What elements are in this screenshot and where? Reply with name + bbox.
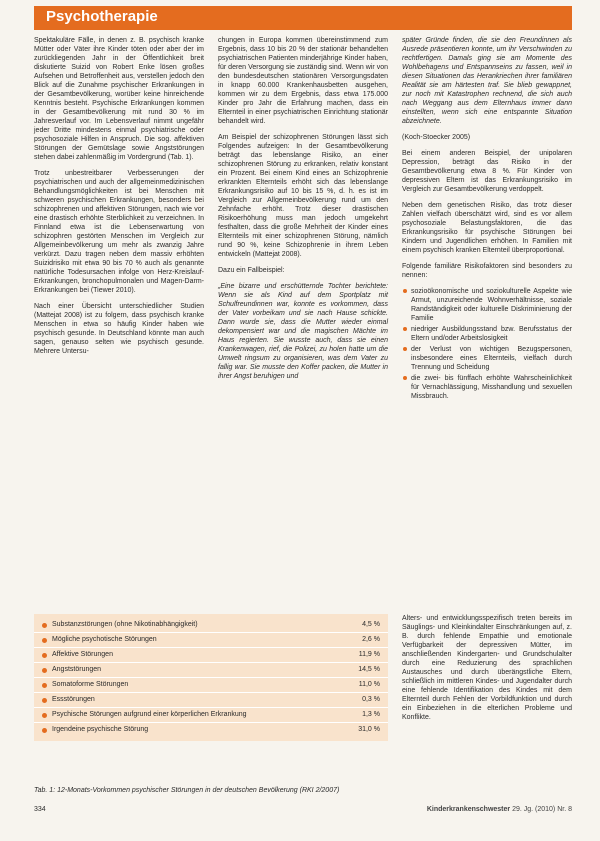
list-item: die zwei- bis fünffach erhöhte Wahrscheinlichkeit für Vernachlässigung, Misshandlung und sexuellen Missbrauch. [402, 374, 572, 401]
table-row [34, 633, 388, 648]
paragraph: Nach einer Übersicht unterschiedlicher Studien (Mattejat 2008) ist zu folgern, dass psychisch kranke Menschen in etwa so häufig Kinder haben wie psychisch gesunde. In Deutschland könnte man auch sagen, genauso selten wie psychisch gesunde. Mehrere Untersu- [34, 303, 204, 355]
table-row-label: Mögliche psychotische Störungen [52, 636, 157, 643]
table-row-label: Psychische Störungen aufgrund einer körperlichen Erkrankung [52, 711, 247, 718]
section-title: Psychotherapie [46, 8, 158, 25]
quote-source: (Koch-Stoecker 2005) [402, 134, 471, 141]
paragraph: Am Beispiel der schizophrenen Störungen lässt sich Folgendes aufzeigen: In der Gesamtbevölkerung beträgt das lebenslange Risiko, an einer schizophrenen Störung zu erkranken, relativ konstant ein Prozent. Bei einem Kind eines an Schizophrenie erkrankten Elternteils erhöht sich das lebenslange Erkrankungsrisiko auf 10 bis 15 %, d. h. es ist im Vergleich zur Allgemeinbevölkerung rund um den Zehnfache erhöht. Trotz dieser drastischen Risikoerhöhung muss man jedoch umgekehrt festhalten, dass die große Mehrheit der Kinder eines Elternteils mit einer schizophrenen Störung, nämlich rund 90 %, keine Schizophrenie in ihrem Leben entwickeln (Mattejat 2008). [218, 134, 388, 258]
list-item: niedriger Ausbildungsstand bzw. Berufsstatus der Eltern und/oder Arbeitslosigkeit [402, 325, 572, 343]
table-row-label: Essstörungen [52, 696, 95, 703]
list-item: der Verlust von wichtigen Bezugspersonen, insbesondere eines Elternteils, vielfach durch Trennung und Scheidung [402, 345, 572, 372]
bullet-icon [42, 623, 47, 628]
section-header-bar [34, 6, 572, 30]
publication-info [427, 806, 572, 813]
bullet-icon [42, 653, 47, 658]
list-item: sozioökonomische und soziokulturelle Aspekte wie Armut, unzureichende Wohnverhältnisse, soziale Randständigkeit oder kulturelle Diskriminierung der Familie [402, 287, 572, 323]
paragraph: Trotz unbestreitbarer Verbesserungen der psychiatrischen und auch der allgemeinmedizinischen Behandlungsmöglichkeiten ist bei Menschen mit schweren psychischen Erkrankungen, besonders bei schizophrenen und affektiven Störungen, nach wie vor eine drastisch erhöhte Sterblichkeit zu verzeichnen. In Finnland etwa ist die Lebenserwartung von schizophren gestörten Menschen im Vergleich zur Allgemeinbevölkerung um mehr als zwanzig Jahre verkürzt. Dazu tragen neben dem massiv erhöhten Suizidrisiko mit etwa 90 bis 70 % auch als genannte natürliche Todesursachen infolge von Herz-Kreislauf-Erkrankungen, bronchopulmonalen und Magen-Darm-Erkrankungen bei (Tiewer 2010). [34, 170, 204, 294]
column-1 [34, 36, 204, 363]
paragraph: Neben dem genetischen Risiko, das trotz dieser Zahlen vielfach überschätzt wird, sind es vor allem psychosoziale Belastungsfaktoren, die das Erkrankungsrisiko für psychische Störungen bei Kindern und Jugendlichen erhöhen. In Familien mit einem psychisch kranken Elternteil überproportional. [402, 202, 572, 254]
publication-issue: 29. Jg. (2010) Nr. 8 [510, 806, 572, 813]
paragraph: Bei einem anderen Beispiel, der unipolaren Depression, beträgt das Risiko in der Gesamtbevölkerung etwa 8 %. Für Kinder von depressiven Eltern ist das Erkrankungsrisiko im Vergleich zur Gesamtbevölkerung verdoppelt. [402, 150, 572, 193]
table-row-value: 2,6 % [362, 636, 380, 643]
table-row [34, 663, 388, 678]
publication-name: Kinderkrankenschwester [426, 806, 511, 813]
case-quote: „Eine bizarre und erschütternde Tochter berichtete: Wenn sie als Kind auf dem Sportplatz mit Schulfreundinnen war, konnte es vorkommen, dass der Vater vorbeikam und sie nach Hause schickte. Dann wurde sie, dass die Mutter wieder einmal dekompensiert war und die magischen Mächte im Haus regierten. Sie wusste auch, dass sie einen Krankenwagen, rief, die Polizei, zu holen hatte um die Umwelt ringsum zu organisieren, was dem Vater zu fallig war. Sie musste den Koffer packen, die Mutter in ihrer Angst beruhigen und [218, 283, 388, 380]
table-row-value: 4,5 % [362, 621, 380, 628]
table-row-label: Irgendeine psychische Störung [52, 726, 149, 733]
table-row-value: 31,0 % [358, 726, 380, 733]
case-intro: Dazu ein Fallbeispiel: [218, 267, 285, 274]
bullet-icon [42, 638, 47, 643]
paragraph: Alters- und entwicklungsspezifisch treten bereits im Säuglings- und Kleinkindalter Einschränkungen auf, z. B. durch fehlende Empathie und emotionale Verfügbarkeit der depressiven Mütter, im anschließenden Kindergarten- und Grundschulalter durch eine Reduzierung des sprachlichen Austausches und durch überängstliche Eltern, schließlich im mittleren Kindes- und Jugendalter durch eine fehlende Identifikation des Kindes mit dem Elternteil durch Fehlen der Vorbildfunktion und durch ein Einbeziehen in die elterlichen Probleme und Konflikte. [402, 615, 572, 721]
table-row-value: 0,3 % [362, 696, 380, 703]
bullet-icon [42, 683, 47, 688]
table-row-value: 1,3 % [362, 711, 380, 718]
table-row [34, 648, 388, 663]
table-row-value: 11,9 % [358, 651, 380, 658]
prevalence-table [34, 614, 388, 741]
table-row-value: 11,0 % [358, 681, 380, 688]
table-row [34, 708, 388, 723]
table-row-value: 14,5 % [358, 666, 380, 673]
table-row [34, 678, 388, 693]
column-3-lower [402, 614, 572, 722]
paragraph: chungen in Europa kommen übereinstimmend zum Ergebnis, dass 10 bis 20 % der stationär behandelten psychiatrischen Patienten minderjährige Kinder haben, für deren Versorgung sie zuständig sind. Wenn wir von den bundesdeutschen stationären Versorgungsdaten in knapp 60.000 Krankenhausbetten ausgehen, kommen wir zu dem Ergebnis, dass etwa 175.000 Kinder pro Jahr die Erfahrung machen, dass ein Elternteil in einer psychiatrischen Einrichtung stationär behandelt wird. [218, 37, 388, 125]
page-number: 334 [34, 806, 46, 813]
table-row-label: Somatoforme Störungen [52, 681, 129, 688]
bullet-icon [42, 698, 47, 703]
table-row [34, 693, 388, 708]
table-row-label: Affektive Störungen [52, 651, 113, 658]
table-row [34, 723, 388, 737]
risk-factor-list [402, 287, 572, 401]
case-quote-continued: später Gründe finden, die sie den Freundinnen als Ausrede präsentieren konnte, um ihr Verschwinden zu rechtfertigen. Damals ging sie am Momente des Wohlbehagens und Entspannseins zu fassen, weil in diesen Situationen das Herankriechen ihrer familiären Realität sie am härtesten traf. Sie blieb gewappnet, zur noch mit Katastrophen rechnend, die sich auch nach Weggang aus dem Elternhaus immer dann einstellten, wenn sich eine entspannte Situation abzeichnete. [402, 37, 572, 125]
table-row [34, 618, 388, 633]
bullet-icon [42, 668, 47, 673]
table-caption: Tab. 1: 12-Monats-Vorkommen psychischer Störungen in der deutschen Bevölkerung (RKI 2/2007) [34, 787, 340, 794]
column-2 [218, 36, 388, 388]
bullet-icon [42, 728, 47, 733]
paragraph: Folgende familiäre Risikofaktoren sind besonders zu nennen: [402, 263, 572, 279]
paragraph: Spektakuläre Fälle, in denen z. B. psychisch kranke Mütter oder Väter ihre Kinder töten oder aber der im zurückliegenden Jahr in der Öffentlichkeit breit diskutierte Suizid von Robert Enke lösen großes Aufsehen und Betroffenheit aus, verstellen jedoch den Blick auf die Zunahme psychischer Erkrankungen in der Gesamtbevölkerung, worüber keine hinreichende Kenntnis besteht. Psychische Erkrankungen kommen in der Gesamtbevölkerung mit rund 30 % im Jahresverlauf vor. Im Lebensverlauf nimmt ungefähr jeder Dritte mindestens einmal psychiatrische oder psychosoziale Hilfen in Anspruch. Die sog. affektiven Störungen der Gemütslage sowie Angststörungen stehen dabei zahlenmäßig im Vordergrund (Tab. 1). [34, 37, 204, 161]
column-3 [402, 36, 572, 403]
table-row-label: Substanzstörungen (ohne Nikotinabhängigkeit) [52, 621, 198, 628]
bullet-icon [42, 713, 47, 718]
table-row-label: Angststörungen [52, 666, 102, 673]
